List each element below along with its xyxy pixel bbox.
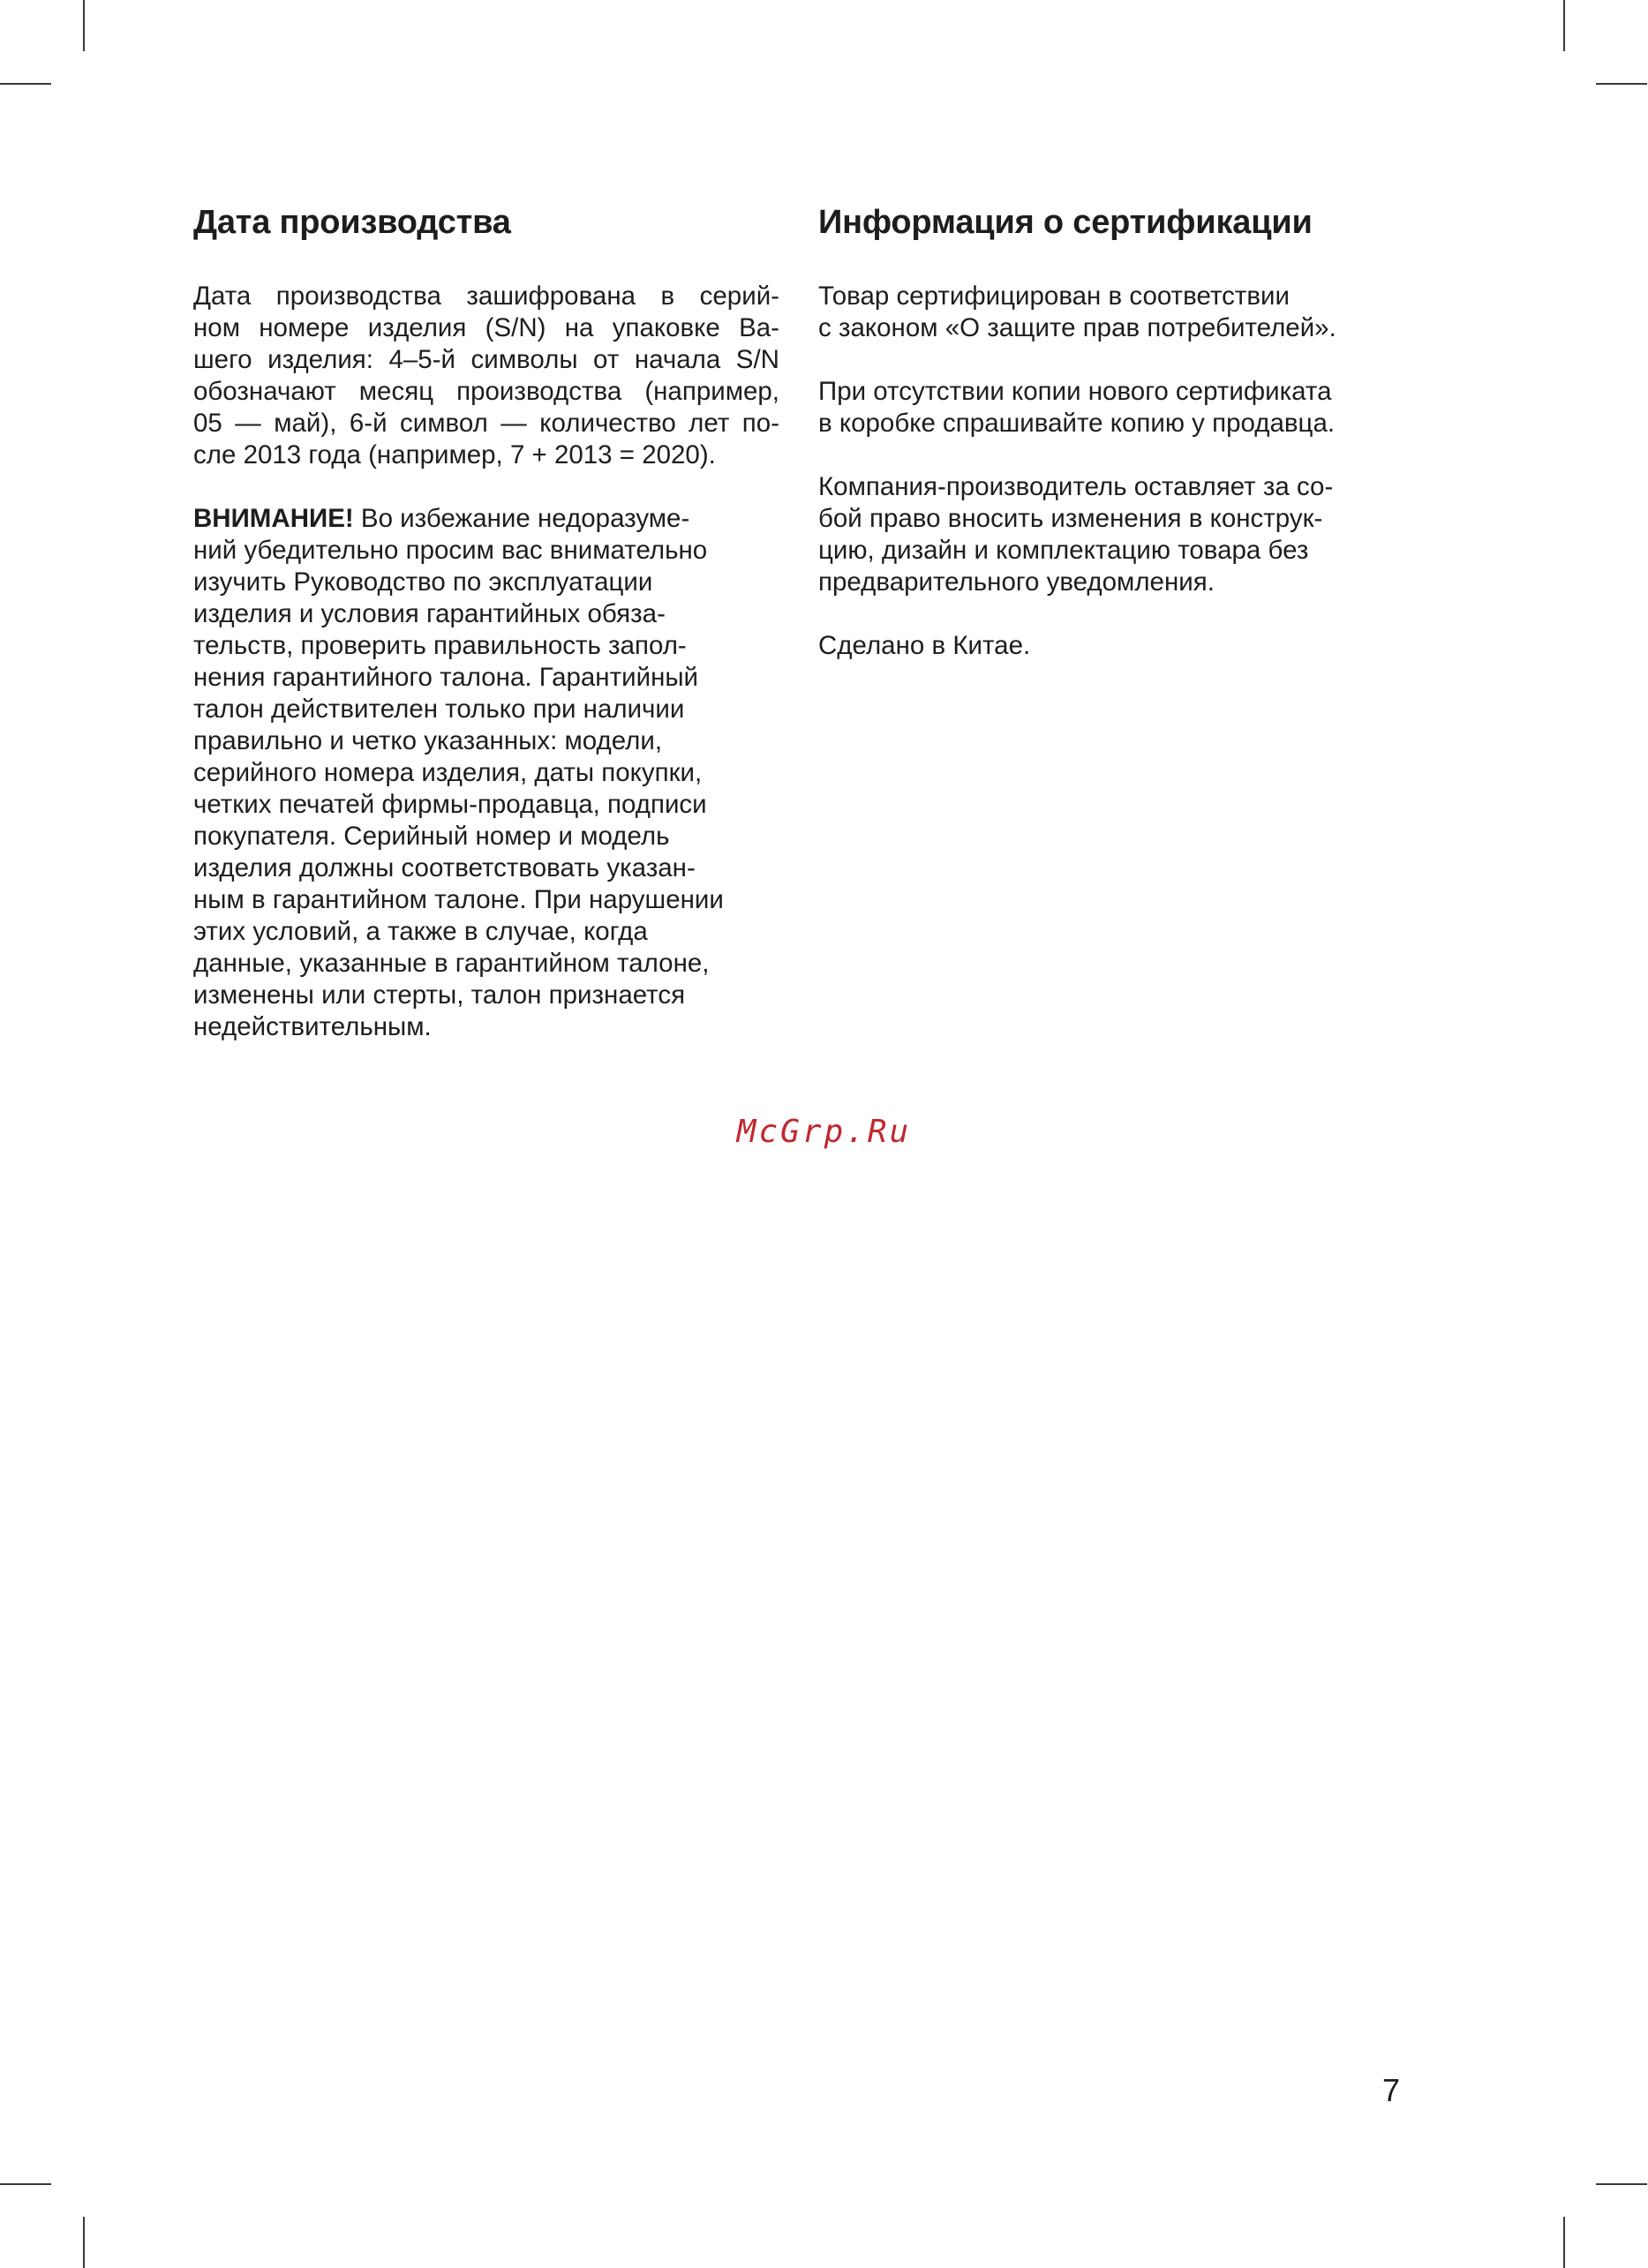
text-line: сле 2013 года (например, 7 + 2013 = 2020). bbox=[193, 440, 716, 469]
text-line: четких печатей фирмы-продавца, подписи bbox=[193, 790, 707, 819]
text-line: Товар сертифицирован в соответствии bbox=[818, 282, 1291, 311]
text-line: недействительным. bbox=[193, 1012, 432, 1041]
text-line: нения гарантийного талона. Гарантийный bbox=[193, 663, 699, 692]
text-line: изделия должны соответствовать указан- bbox=[193, 853, 696, 882]
text-line: бой право вносить изменения в конструк- bbox=[818, 504, 1323, 533]
text-line: ний убедительно просим вас внимательно bbox=[193, 536, 708, 565]
text-line: шего изделия: 4–5-й символы от начала S/N bbox=[193, 345, 779, 374]
page-number: 7 bbox=[1382, 2072, 1401, 2108]
text-line: ном номере изделия (S/N) на упаковке Ва- bbox=[193, 313, 779, 342]
warning-paragraph bbox=[193, 503, 779, 1043]
certification-paragraph bbox=[818, 281, 1401, 344]
text-line: с законом «О защите прав потребителей». bbox=[818, 313, 1336, 342]
production-date-heading: Дата производства bbox=[193, 204, 511, 241]
text-line: покупателя. Серийный номер и модель bbox=[193, 822, 670, 851]
crop-mark-bottom-left-vertical bbox=[83, 2217, 85, 2268]
text-line: предварительного уведомления. bbox=[818, 567, 1215, 597]
warning-label: ВНИМАНИЕ! bbox=[193, 504, 354, 533]
text-line: Дата производства зашифрована в серий- bbox=[193, 282, 779, 311]
crop-mark-top-left-horizontal bbox=[0, 83, 51, 85]
production-date-section bbox=[193, 201, 779, 1075]
text-line: обозначают месяц производства (например, bbox=[193, 377, 779, 406]
text-line: изменены или стерты, талон признается bbox=[193, 980, 686, 1010]
text-line: этих условий, а также в случае, когда bbox=[193, 917, 648, 946]
text-line: изделия и условия гарантийных обяза- bbox=[193, 599, 666, 628]
certificate-copy-paragraph bbox=[818, 376, 1401, 439]
text-line: правильно и четко указанных: модели, bbox=[193, 726, 663, 755]
text-line: цию, дизайн и комплектацию товара без bbox=[818, 536, 1309, 565]
crop-mark-top-right-horizontal bbox=[1596, 83, 1647, 85]
text-line: талон действителен только при наличии bbox=[193, 695, 685, 724]
crop-mark-bottom-left-horizontal bbox=[0, 2183, 51, 2185]
text-line: изучить Руководство по эксплуатации bbox=[193, 567, 653, 597]
text-line: данные, указанные в гарантийном талоне, bbox=[193, 949, 710, 978]
text-line: в коробке спрашивайте копию у продавца. bbox=[818, 409, 1336, 438]
certification-heading: Информация о сертификации bbox=[818, 204, 1313, 241]
text-line: тельств, проверить правильность запол- bbox=[193, 631, 687, 660]
manufacturer-rights-paragraph bbox=[818, 471, 1401, 598]
crop-mark-bottom-right-horizontal bbox=[1596, 2183, 1647, 2185]
production-date-paragraph bbox=[193, 281, 779, 471]
text-line: 05 — май), 6-й символ — количество лет по- bbox=[193, 409, 779, 438]
certification-section bbox=[818, 201, 1401, 694]
text-line bbox=[193, 503, 779, 535]
made-in-paragraph: Сделано в Китае. bbox=[818, 631, 1031, 660]
text-line: Компания-производитель оставляет за со- bbox=[818, 472, 1334, 501]
crop-mark-top-right-vertical bbox=[1563, 0, 1565, 51]
warning-first-line: Во избежание недоразуме- bbox=[353, 504, 690, 533]
text-line: При отсутствии копии нового сертификата bbox=[818, 377, 1332, 406]
text-line: серийного номера изделия, даты покупки, bbox=[193, 758, 703, 787]
crop-mark-bottom-right-vertical bbox=[1563, 2217, 1565, 2268]
watermark-link[interactable]: McGrp.Ru bbox=[736, 1114, 912, 1150]
text-line: ным в гарантийном талоне. При нарушении bbox=[193, 885, 724, 914]
crop-mark-top-left-vertical bbox=[83, 0, 85, 51]
